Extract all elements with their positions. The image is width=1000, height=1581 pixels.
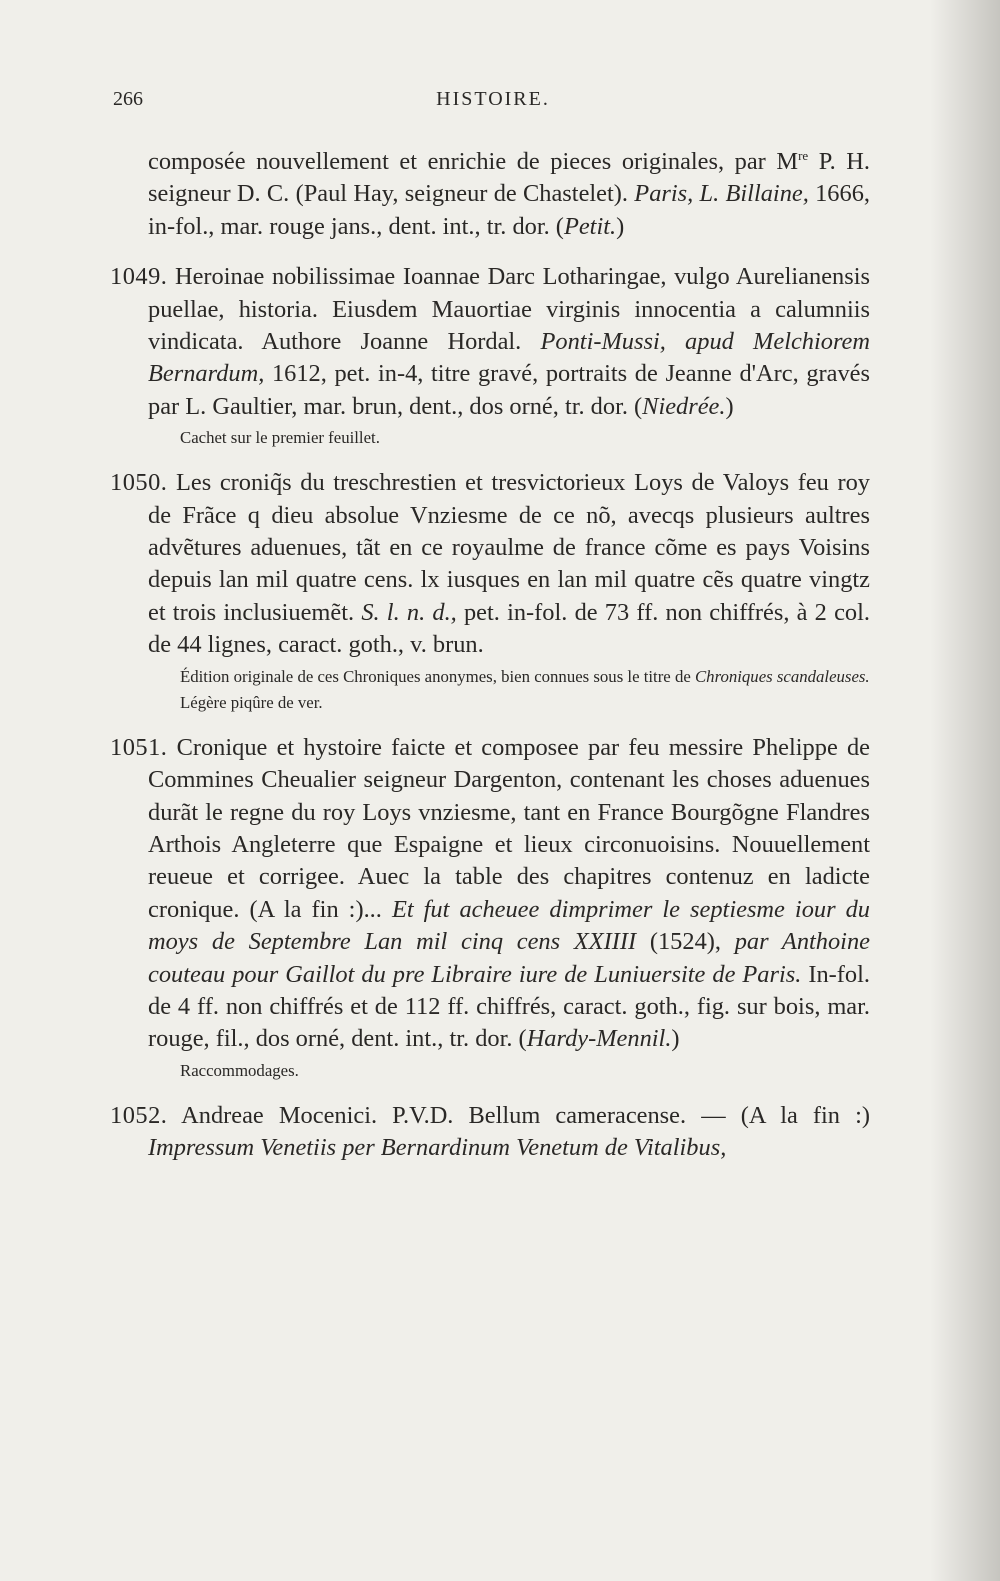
italic-run: Impressum Venetiis per Bernardinum Venetum de Vitalibus, <box>148 1134 727 1162</box>
entry-continued <box>148 140 870 243</box>
entry-note <box>148 666 870 688</box>
text-run: Heroinae nobilissimae Ioannae Darc Lotharingae, vulgo Aurelianensis puellae, historia. Eiusdem Mauortiae virginis innocentia a calumniis vindicata. Authore Joanne Hordal. <box>148 263 870 356</box>
text-run: ) <box>671 1025 680 1053</box>
italic-run: par Anthoine couteau pour Gaillot du pre Libraire iure de Luniuersite de Paris. <box>148 928 870 988</box>
entry-note: Raccommodages. <box>180 1060 299 1080</box>
entry-number: 1052. <box>110 1101 168 1129</box>
text-run: 1666, in-fol., mar. rouge jans., dent. int., tr. dor. ( <box>148 180 870 240</box>
text-run: ) <box>725 392 734 420</box>
entry-1051 <box>110 732 871 1082</box>
text-run: (1524), <box>636 928 735 956</box>
page-number: 266 <box>113 88 143 110</box>
italic-run: Ponti-Mussi, apud Melchiorem Bernardum, <box>148 328 870 388</box>
text-run: Andreae Mocenici. P.V.D. Bellum cameracense. — (A la fin :) <box>167 1101 870 1129</box>
italic-run: Hardy-Mennil. <box>526 1025 672 1053</box>
italic-run: Et fut acheuee dimprimer le septiesme iour du moys de Septembre Lan mil cinq cens XXIIII <box>148 895 871 956</box>
entry-text <box>110 1100 870 1165</box>
entry-number: 1049. <box>110 263 168 291</box>
entry-number: 1051. <box>110 733 168 761</box>
text-run: composée nouvellement et enrichie de pieces originales, par M <box>148 148 799 175</box>
text-run: pet. in-fol. de 73 ff. non chiffrés, à 2 col. de 44 lignes, caract. goth., v. brun. <box>148 598 870 659</box>
text-run: 1612, pet. in-4, titre gravé, portraits de Jeanne d'Arc, gravés par L. Gaultier, mar. brun, dent., dos orné, tr. dor. ( <box>148 360 870 420</box>
text-run: In-fol. de 4 ff. non chiffrés et de 112 ff. chiffrés, caract. goth., fig. sur bois, mar. rouge, fil., dos orné, dent. int., tr. dor. ( <box>148 960 870 1053</box>
entry-note: Légère piqûre de ver. <box>180 692 323 712</box>
page-edge-shadow <box>930 0 1000 1581</box>
superscript: re <box>798 148 809 163</box>
text-run: Les croniq̃s du treschrestien et tresvictorieux Loys de Valoys feu roy de Frãce q dieu absolue Vnziesme de ce nõ, avecqs plusieurs aultres advẽtures aduenues, tãt en ce royaulme de france cõme es pays Voisins depuis lan mil quatre cens. lx iusques en lan mil quatre cẽs quatre vingtz et trois inclusiuemẽt. <box>148 469 870 626</box>
entry-text <box>148 140 870 243</box>
text-run: Cronique et hystoire faicte et composee par feu messire Phelippe de Commines Cheualier seigneur Dargenton, contenant les choses aduenues durãt le regne du roy Loys vnziesme, tant en France Bourgõgne Flandres Arthois Angleterre que Espaigne et lieux circonuoisins. Nouuellement reueue et corrigee. Auec la table des chapitres contenuz en ladicte cronique. (A la fin :)... <box>148 733 870 923</box>
entry-1050 <box>110 467 870 713</box>
italic-run: Niedrée. <box>642 392 726 420</box>
entry-1049 <box>110 261 870 449</box>
running-header <box>113 88 873 118</box>
page-body <box>110 140 871 1183</box>
italic-run: Petit. <box>563 212 617 240</box>
italic-run: Chroniques scandaleuses. <box>694 666 870 686</box>
entry-text <box>110 261 870 423</box>
text-run: ) <box>616 212 625 240</box>
entry-number: 1050. <box>110 469 168 497</box>
text-run: P. H. seigneur D. C. (Paul Hay, seigneur de Chastelet). <box>148 148 870 208</box>
italic-run: Paris, L. Billaine, <box>634 180 809 208</box>
entry-1052 <box>110 1100 870 1165</box>
text-run: Édition originale de ces Chroniques anonymes, bien connues sous le titre de <box>180 666 695 686</box>
page-title: HISTOIRE. <box>436 88 550 110</box>
entry-text <box>110 732 871 1056</box>
entry-note: Cachet sur le premier feuillet. <box>180 428 380 448</box>
italic-run: S. l. n. d., <box>361 598 457 626</box>
entry-text <box>110 467 870 661</box>
